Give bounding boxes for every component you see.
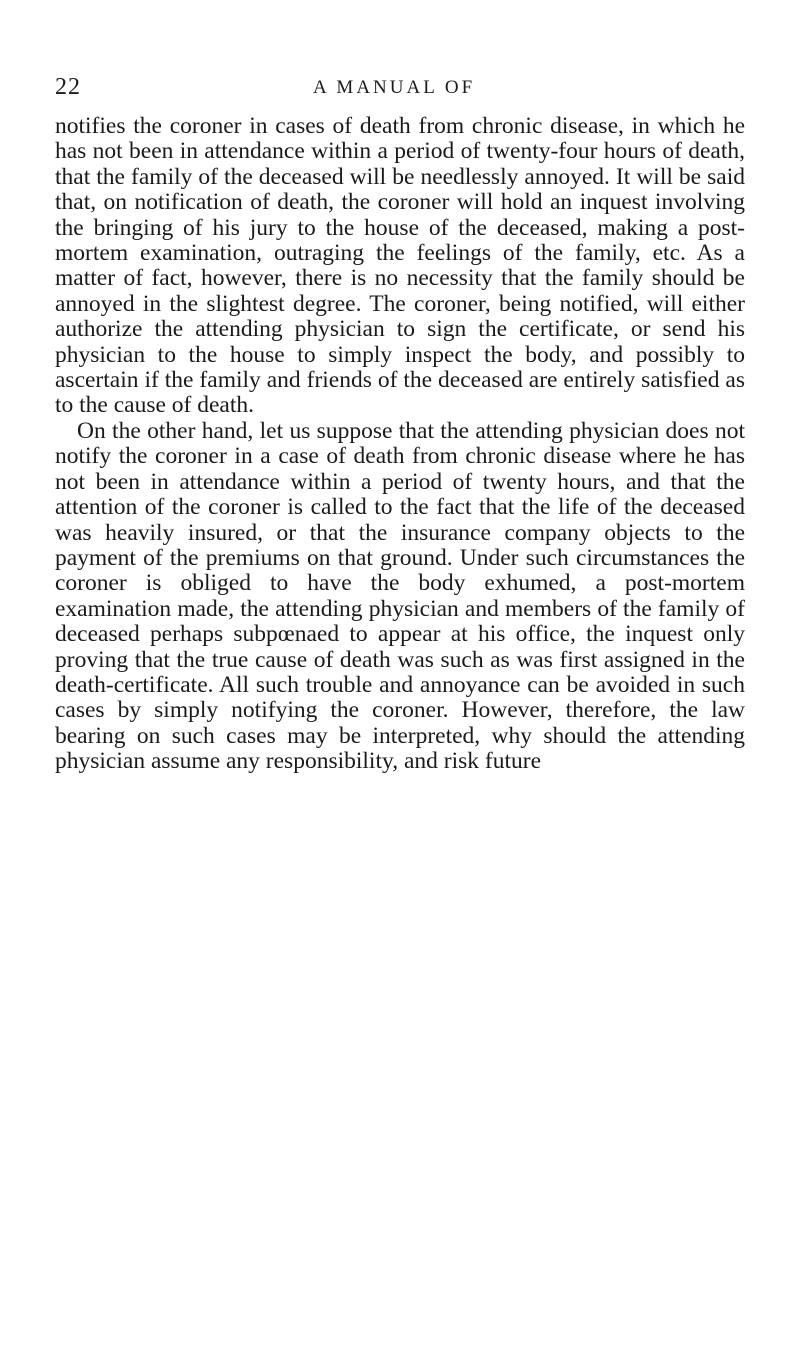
page-number: 22 — [55, 74, 81, 100]
paragraph: notifies the coroner in cases of death from chronic disease, in which he has not been in attendance within a period of twenty-four hours of death, that the family of the deceased will be needlessly annoyed. It will be said that, on notification of death, the coroner will hold an inquest involving the bringing of his jury to the house of the deceased, making a post-mortem examination, outraging the feelings of the family, etc. As a matter of fact, however, there is no necessity that the family should be annoyed in the slightest degree. The coroner, being notified, will either authorize the attending physician to sign the certificate, or send his physician to the house to simply inspect the body, and possibly to ascertain if the family and friends of the deceased are entirely satisfied as to the cause of death. — [55, 113, 745, 419]
body-text — [55, 114, 745, 775]
running-title: A MANUAL OF — [313, 77, 476, 98]
running-head — [55, 74, 745, 104]
paragraph: On the other hand, let us suppose that the attending physician does not notify the coroner in a case of death from chronic disease where he has not been in attendance within a period of twenty hours, and that the attention of the coroner is called to the fact that the life of the deceased was heavily insured, or that the insurance company objects to the payment of the premiums on that ground. Under such circumstances the coroner is obliged to have the body exhumed, a post-mortem examination made, the attending physician and members of the family of deceased perhaps subpœnaed to appear at his office, the inquest only proving that the true cause of death was such as was first assigned in the death-certificate. All such trouble and annoyance can be avoided in such cases by simply notifying the coroner. However, therefore, the law bearing on such cases may be interpreted, why should the attending physician assume any responsibility, and risk future — [55, 417, 745, 775]
